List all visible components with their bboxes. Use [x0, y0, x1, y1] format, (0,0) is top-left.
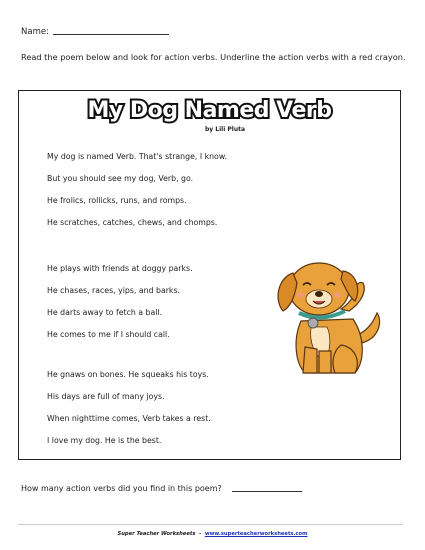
- poem-line: He comes to me if I should call.: [47, 330, 170, 339]
- answer-blank-line[interactable]: [232, 491, 302, 492]
- dog-illustration-icon: [269, 251, 385, 381]
- footer: [0, 531, 425, 537]
- poem-title: My Dog Named Verb: [87, 98, 332, 123]
- name-blank-line[interactable]: [53, 34, 169, 35]
- stanza-2: [47, 264, 193, 352]
- poem-line: He darts away to fetch a ball.: [47, 308, 163, 317]
- poem-line: When nighttime comes, Verb takes a rest.: [47, 414, 211, 423]
- stanza-3: [47, 370, 211, 458]
- footer-divider: [18, 524, 403, 525]
- poem-line: His days are full of many joys.: [47, 392, 165, 401]
- footer-separator: -: [199, 531, 202, 537]
- poem-line: He chases, races, yips, and barks.: [47, 286, 180, 295]
- poem-line: But you should see my dog, Verb, go.: [47, 174, 194, 183]
- name-field: [21, 27, 169, 37]
- instructions: Read the poem below and look for action verbs. Underline the action verbs with a red crayon.: [21, 52, 406, 62]
- poem-line: I love my dog. He is the best.: [47, 436, 162, 445]
- poem-line: He gnaws on bones. He squeaks his toys.: [47, 370, 209, 379]
- footer-brand: Super Teacher Worksheets: [117, 531, 196, 537]
- poem-byline: by Lili Pluta: [205, 126, 246, 133]
- poem-line: He frolics, rollicks, runs, and romps.: [47, 196, 187, 205]
- poem-box: [18, 90, 401, 460]
- poem-line: My dog is named Verb. That's strange, I know.: [47, 152, 227, 161]
- stanza-1: [47, 152, 227, 240]
- poem-line: He plays with friends at doggy parks.: [47, 264, 193, 273]
- question-text: How many action verbs did you find in this poem?: [21, 484, 222, 493]
- question: [21, 484, 302, 493]
- poem-line: He scratches, catches, chews, and chomps.: [47, 218, 218, 227]
- footer-website-link[interactable]: www.superteacherworksheets.com: [204, 531, 308, 537]
- name-label: Name:: [21, 27, 49, 37]
